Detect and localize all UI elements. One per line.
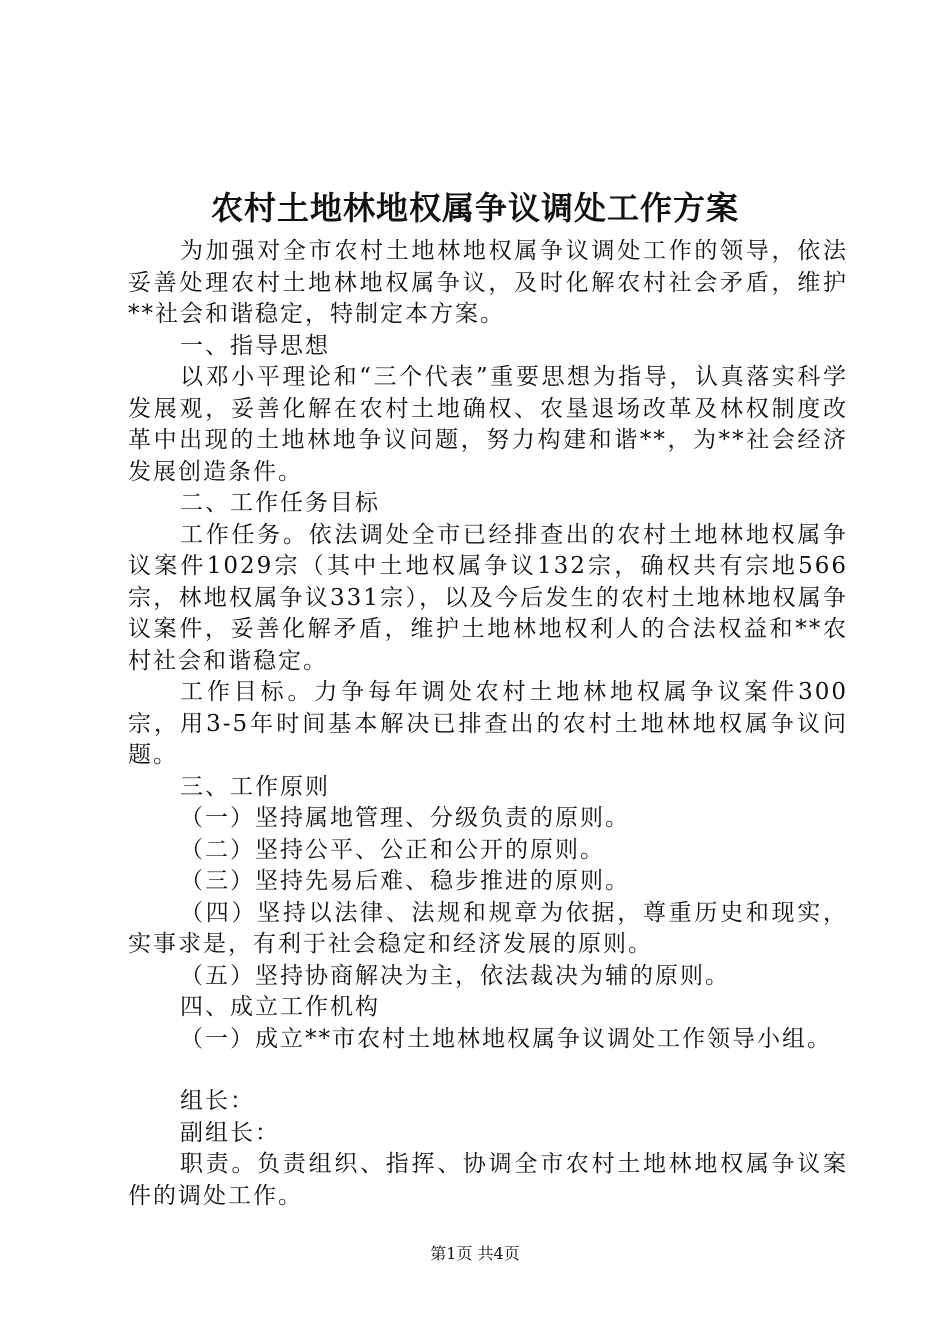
principle-item-2: （二）坚持公平、公正和公开的原则。 [180,836,605,863]
blank-line [128,1055,848,1086]
responsibility-paragraph: 职责。负责组织、指挥、协调全市农村土地林地权属争议案件的调处工作。 [128,1151,848,1209]
section-heading-principles: 三、工作原则 [180,773,330,800]
principle-item-4: （四）坚持以法律、法规和规章为依据，尊重历史和现实，实事求是，有利于社会稳定和经济发展的原则。 [128,899,848,957]
guiding-thought-paragraph: 以邓小平理论和“三个代表”重要思想为指导，认真落实科学发展观，妥善化解在农村土地确权、农垦退场改革及林权制度改革中出现的土地林地争议问题，努力构建和谐**，为**社会经济发展创造条件。 [128,364,848,485]
principle-item-5: （五）坚持协商解决为主，依法裁决为辅的原则。 [180,962,730,989]
section-heading-tasks-goals: 二、工作任务目标 [180,490,380,516]
page-footer: 第1页 共4页 [430,1244,520,1263]
work-goals-paragraph: 工作目标。力争每年调处农村土地林地权属争议案件300宗，用3-5年时间基本解决已排查出的农村土地林地权属争议问题。 [128,679,848,768]
deputy-leader-line: 副组长： [180,1119,280,1146]
team-leader-line: 组长： [180,1088,255,1114]
work-tasks-paragraph: 工作任务。依法调处全市已经排查出的农村土地林地权属争议案件1029宗（其中土地权属争议132宗，确权共有宗地566宗，林地权属争议331宗），以及今后发生的农村土地林地权属争议案件，妥善化解矛盾，维护土地林地权利人的合法权益和**农村社会和谐稳定。 [128,521,848,674]
section-heading-organization: 四、成立工作机构 [180,994,380,1020]
document-title: 农村土地林地权属争议调处工作方案 [210,189,739,227]
section-heading-guiding-thought: 一、指导思想 [180,332,330,359]
intro-paragraph: 为加强对全市农村土地林地权属争议调处工作的领导，依法妥善处理农村土地林地权属争议，及时化解农村社会矛盾，维护**社会和谐稳定，特制定本方案。 [128,238,848,327]
organization-item-1: （一）成立**市农村土地林地权属争议调处工作领导小组。 [180,1025,832,1052]
principle-item-3: （三）坚持先易后难、稳步推进的原则。 [180,868,630,894]
principle-item-1: （一）坚持属地管理、分级负责的原则。 [180,805,630,831]
document-body [128,236,848,1212]
